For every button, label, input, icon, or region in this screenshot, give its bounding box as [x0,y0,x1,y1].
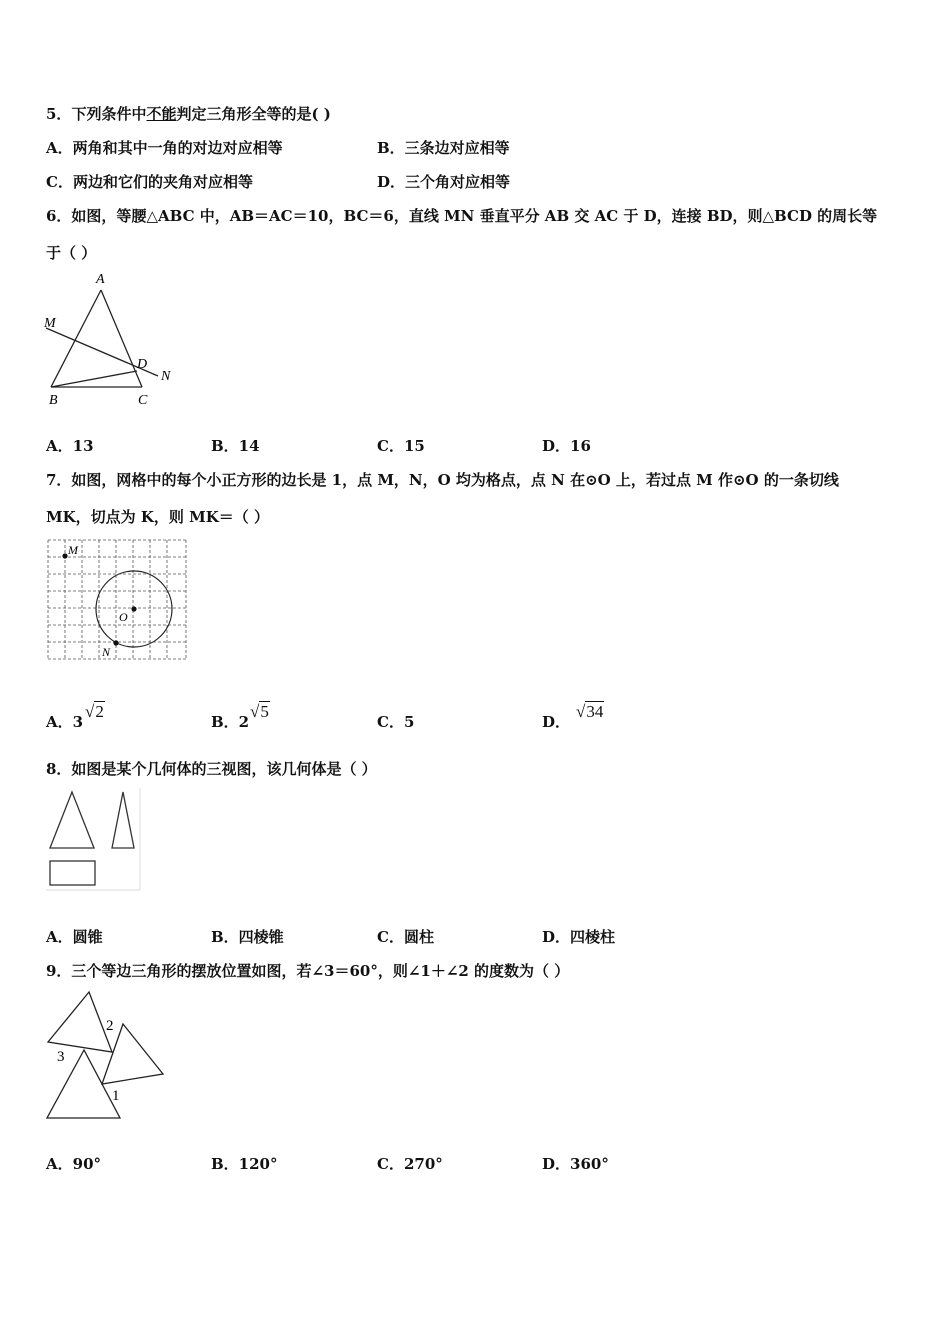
q7-stem-line2: MK，切点为 K，则 MK＝（ ） [46,508,269,526]
q6-label-m: M [44,316,56,331]
q7-option-b[interactable] [211,711,249,732]
q9-triangles-figure [42,988,170,1124]
q7-grid-figure [47,539,189,663]
q6-label-c: C [138,393,148,408]
q9-option-a[interactable]: A．90° [46,1155,102,1173]
q6-option-c[interactable]: C．15 [377,437,425,455]
q8-option-b[interactable]: B．四棱锥 [211,928,284,946]
q6-label-a: A [96,272,105,287]
q7-label-n: N [102,645,111,659]
q7-option-a-sqrt: √2 [85,702,104,721]
q6-segment-bd [51,371,137,387]
q5-option-d[interactable]: D．三个角对应相等 [377,173,511,191]
q6-option-a[interactable]: A．13 [46,437,94,455]
q7-stem-line1: 7．如图，网格中的每个小正方形的边长是 1，点 M，N，O 均为格点，点 N 在⊙O 上，若过点 M 作⊙O 的一条切线 [46,471,839,489]
q9-angle-2-label: 2 [106,1018,114,1034]
q7-option-b-label: B．2 [211,713,250,731]
q6-stem-line1: 6．如图，等腰△ABC 中，AB＝AC＝10，BC＝6，直线 MN 垂直平分 AB 交 AC 于 D，连接 BD，则△BCD 的周长等 [46,207,878,225]
q5-stem [46,103,331,124]
q8-three-views-figure [46,788,142,892]
q7-label-o: O [119,610,128,624]
q9-option-c[interactable]: C．270° [377,1155,443,1173]
q6-option-d[interactable]: D．16 [542,437,591,455]
q7-option-d-radicand: 34 [586,702,604,721]
q7-point-o [131,606,136,611]
q7-label-m: M [68,543,78,557]
q7-option-a-radicand: 2 [95,702,104,721]
q6-label-d: D [137,357,148,372]
q8-option-a[interactable]: A．圆锥 [46,928,103,946]
q8-stem: 8．如图是某个几何体的三视图，该几何体是（ ） [46,760,377,778]
q8-top-view-rectangle [50,861,95,885]
q7-option-d[interactable] [542,711,570,732]
q9-option-b[interactable]: B．120° [211,1155,278,1173]
q6-side-ab [51,290,101,387]
q5-stem-part: 下列条件中 [71,105,147,123]
q7-option-c[interactable]: C．5 [377,713,415,731]
q7-option-b-sqrt: √5 [250,702,269,721]
q9-angle-3-label: 3 [57,1049,65,1065]
q6-side-ac [101,290,142,387]
q9-stem: 9．三个等边三角形的摆放位置如图，若∠3＝60°，则∠1＋∠2 的度数为（ ） [46,962,570,980]
q9-option-d[interactable]: D．360° [542,1155,609,1173]
q8-side-view-triangle [112,792,134,848]
q7-option-d-sqrt: √34 [576,702,604,721]
q9-top-triangle [48,992,112,1052]
q7-option-a[interactable] [46,711,83,732]
q7-option-a-label: A．3 [46,713,84,731]
q5-option-b[interactable]: B．三条边对应相等 [377,139,510,157]
q8-front-view-triangle [50,792,94,848]
q6-label-n: N [161,369,171,384]
q5-stem-part: 判定三角形全等的是( ) [176,105,331,123]
q5-option-a[interactable]: A．两角和其中一角的对边对应相等 [46,139,283,157]
q6-stem-line2: 于（ ） [46,244,97,262]
q5-option-c[interactable]: C．两边和它们的夹角对应相等 [46,173,253,191]
q5-number: 5． [46,105,72,123]
q8-option-c[interactable]: C．圆柱 [377,928,434,946]
q7-point-n [113,640,118,645]
q9-angle-1-label: 1 [112,1088,120,1104]
q5-stem-emphasis: 不能 [146,105,177,123]
q7-option-d-label: D． [542,713,571,731]
q7-option-b-radicand: 5 [260,702,269,721]
q7-point-m [62,553,67,558]
q8-option-d[interactable]: D．四棱柱 [542,928,616,946]
q6-label-b: B [49,393,58,408]
q6-option-b[interactable]: B．14 [211,437,260,455]
q6-triangle-figure [40,268,185,410]
